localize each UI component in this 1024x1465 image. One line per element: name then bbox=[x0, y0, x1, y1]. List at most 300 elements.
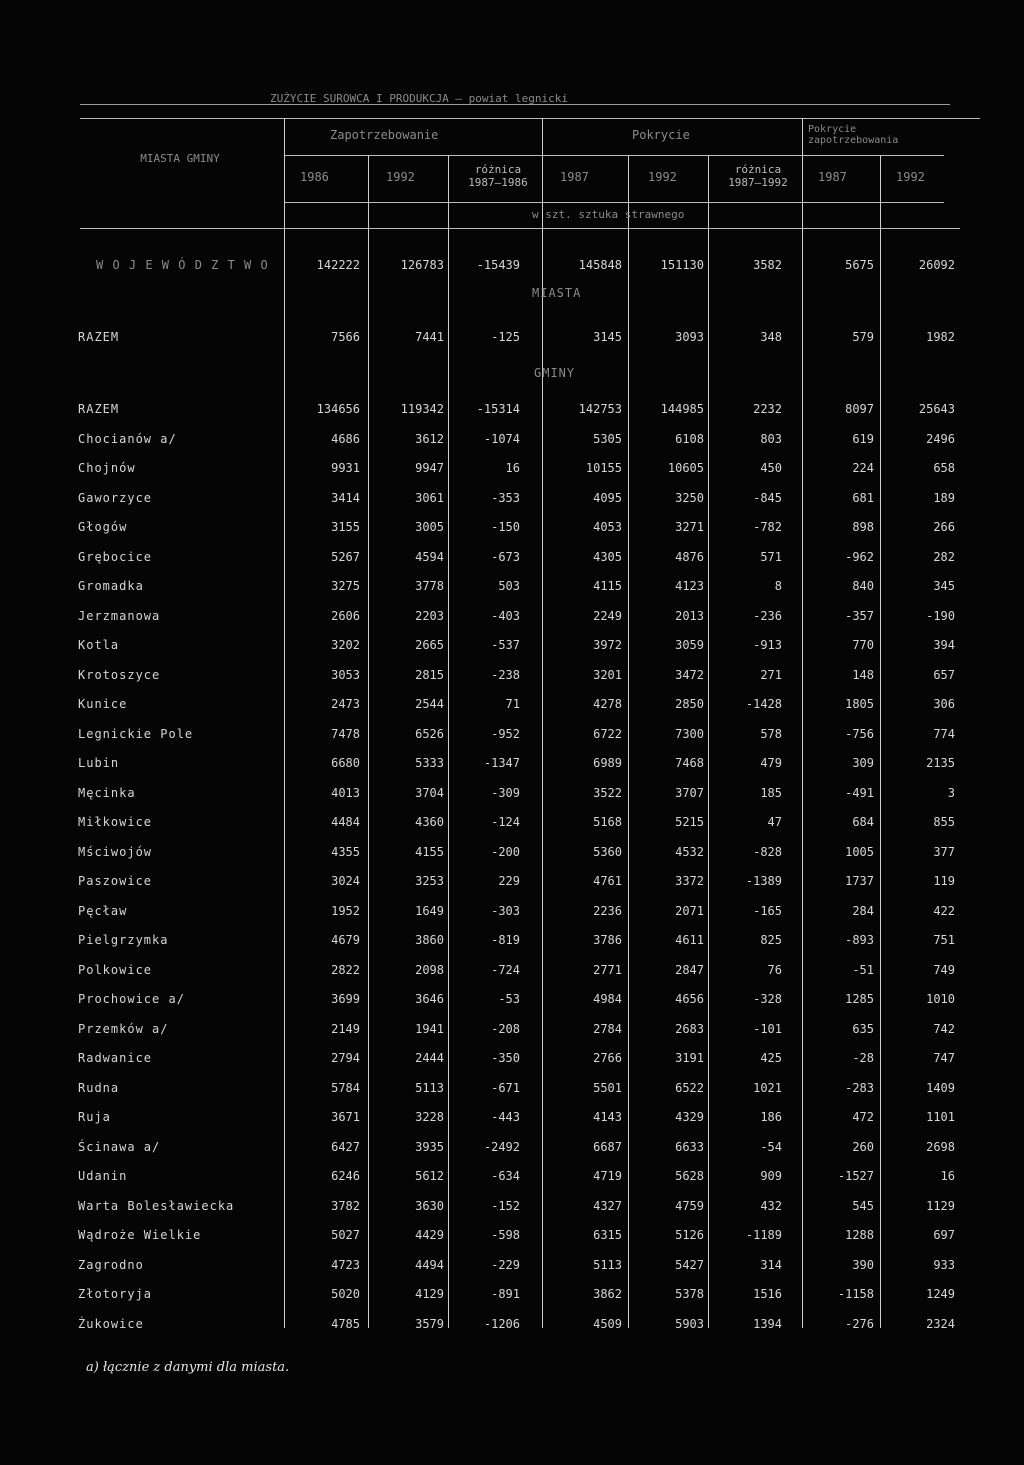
cell-col-8: 1010 bbox=[926, 992, 955, 1006]
cell-col-7: 148 bbox=[852, 667, 874, 682]
cell-col-1: 3053 bbox=[331, 667, 360, 682]
cell-col-4: 2249 bbox=[593, 608, 622, 623]
cell-col-6: 271 bbox=[760, 667, 782, 682]
cell-col-8: 1101 bbox=[926, 1110, 955, 1124]
cell-col-1: 4686 bbox=[331, 431, 360, 446]
cell-col-3: -1206 bbox=[483, 1316, 520, 1331]
cell-col-8: 855 bbox=[933, 815, 955, 829]
cell-col-1: 9931 bbox=[331, 461, 360, 475]
cell-col-5: 5126 bbox=[675, 1228, 704, 1242]
cell-col-6: 578 bbox=[760, 726, 782, 741]
cell-col-7: 1005 bbox=[845, 844, 874, 859]
year-4: 1992 bbox=[648, 170, 677, 184]
cell-col-5: 5427 bbox=[675, 1257, 704, 1272]
cell-col-7: 545 bbox=[852, 1198, 874, 1213]
cell-col-4: 3201 bbox=[593, 667, 622, 682]
cell-col-4: 3145 bbox=[593, 330, 622, 344]
header-rule-2 bbox=[284, 155, 944, 156]
cell-col-4: 4095 bbox=[593, 490, 622, 505]
cell-col-7: 472 bbox=[852, 1110, 874, 1124]
cell-col-7: -756 bbox=[845, 726, 874, 741]
cell-col-6: 186 bbox=[760, 1110, 782, 1124]
cell-col-1: 3155 bbox=[331, 520, 360, 534]
row-name: Złotoryja bbox=[78, 1287, 153, 1301]
cell-col-2: 5612 bbox=[415, 1169, 444, 1183]
cell-col-7: -893 bbox=[845, 933, 874, 947]
cell-col-2: 3704 bbox=[415, 785, 444, 800]
cell-col-6: 825 bbox=[760, 933, 782, 947]
cell-col-3: -671 bbox=[491, 1080, 520, 1095]
cell-col-5: 6633 bbox=[675, 1139, 704, 1154]
cell-col-6: 47 bbox=[767, 815, 782, 829]
cell-col-8: 742 bbox=[933, 1021, 955, 1036]
row-name: Legnickie Pole bbox=[78, 726, 194, 741]
cell-col-7: 681 bbox=[852, 490, 874, 505]
cell-col-2: 4360 bbox=[415, 815, 444, 829]
cell-col-6: 803 bbox=[760, 431, 782, 446]
cell-col-2: 2203 bbox=[415, 608, 444, 623]
footnote: a) łącznie z danymi dla miasta. bbox=[86, 1360, 290, 1375]
cell-col-6: -845 bbox=[753, 490, 782, 505]
document-title: ZUŻYCIE SUROWCA I PRODUKCJA — powiat legnicki bbox=[270, 92, 569, 105]
cell-col-3: -350 bbox=[491, 1051, 520, 1065]
cell-col-1: 3202 bbox=[331, 638, 360, 652]
row-name: Żukowice bbox=[78, 1316, 144, 1331]
cell-col-5: 5215 bbox=[675, 815, 704, 829]
cell-col-8: 1249 bbox=[926, 1287, 955, 1301]
cell-col-7: 684 bbox=[852, 815, 874, 829]
cell-col-7: 1285 bbox=[845, 992, 874, 1006]
cell-col-4: 2784 bbox=[593, 1021, 622, 1036]
cell-col-4: 6722 bbox=[593, 726, 622, 741]
cell-col-2: 2665 bbox=[415, 638, 444, 652]
cell-col-1: 7478 bbox=[331, 726, 360, 741]
cell-col-2: 7441 bbox=[415, 330, 444, 344]
row-name: Lubin bbox=[78, 756, 120, 770]
row-name: Zagrodno bbox=[78, 1257, 144, 1272]
cell-col-1: 5784 bbox=[331, 1080, 360, 1095]
cell-col-2: 2544 bbox=[415, 697, 444, 711]
cell-col-4: 4984 bbox=[593, 992, 622, 1006]
cell-col-1: 5027 bbox=[331, 1228, 360, 1242]
cell-col-8: 933 bbox=[933, 1257, 955, 1272]
total-label: W O J E W Ó D Z T W O bbox=[96, 258, 269, 272]
cell-col-3: -125 bbox=[491, 330, 520, 344]
cell-col-2: 2098 bbox=[415, 962, 444, 977]
cell-col-2: 3005 bbox=[415, 520, 444, 534]
cell-col-7: -962 bbox=[845, 549, 874, 564]
row-name: Gromadka bbox=[78, 579, 144, 593]
col-rule-8 bbox=[880, 155, 881, 1328]
cell-col-1: 6427 bbox=[331, 1139, 360, 1154]
cell-col-8: 16 bbox=[940, 1169, 955, 1183]
cell-col-8: 749 bbox=[933, 962, 955, 977]
cell-col-4: 3862 bbox=[593, 1287, 622, 1301]
cell-col-4: 4761 bbox=[593, 874, 622, 888]
cell-col-4: 2236 bbox=[593, 903, 622, 918]
cell-col-3: -673 bbox=[491, 549, 520, 564]
cell-col-4: 3972 bbox=[593, 638, 622, 652]
cell-col-3: -819 bbox=[491, 933, 520, 947]
cell-col-4: 6989 bbox=[593, 756, 622, 770]
cell-col-4: 6315 bbox=[593, 1228, 622, 1242]
cell-col-5: 7300 bbox=[675, 726, 704, 741]
cell-col-8: 3 bbox=[947, 785, 955, 800]
cell-col-7: 260 bbox=[852, 1139, 874, 1154]
cell-col-6: 1394 bbox=[753, 1316, 782, 1331]
cell-col-5: 2683 bbox=[675, 1021, 704, 1036]
cell-col-6: 425 bbox=[760, 1051, 782, 1065]
cell-col-5: 3472 bbox=[675, 667, 704, 682]
section-gminy-title: GMINY bbox=[534, 366, 576, 380]
cell-col-1: 1952 bbox=[331, 903, 360, 918]
cell-col-3: -1074 bbox=[483, 431, 520, 446]
cell-col-4: 4143 bbox=[593, 1110, 622, 1124]
cell-col-2: 4129 bbox=[415, 1287, 444, 1301]
cell-col-2: 5333 bbox=[415, 756, 444, 770]
cell-col-7: 1737 bbox=[845, 874, 874, 888]
cell-col-5: 2071 bbox=[675, 903, 704, 918]
cell-col-1: 4679 bbox=[331, 933, 360, 947]
cell-col-5: 2013 bbox=[675, 608, 704, 623]
cell-col-4: 6687 bbox=[593, 1139, 622, 1154]
total-cell-col-8: 26092 bbox=[918, 258, 955, 272]
row-name: Grębocice bbox=[78, 549, 153, 564]
header-rule-4 bbox=[80, 228, 960, 229]
cell-col-1: 3671 bbox=[331, 1110, 360, 1124]
cell-col-3: -353 bbox=[491, 490, 520, 505]
cell-col-6: 76 bbox=[767, 962, 782, 977]
cell-col-5: 3059 bbox=[675, 638, 704, 652]
cell-col-3: -200 bbox=[491, 844, 520, 859]
row-name: Pęcław bbox=[78, 903, 128, 918]
cell-col-5: 3250 bbox=[675, 490, 704, 505]
cell-col-1: 7566 bbox=[331, 330, 360, 344]
cell-col-5: 2847 bbox=[675, 962, 704, 977]
cell-col-5: 4759 bbox=[675, 1198, 704, 1213]
cell-col-5: 3093 bbox=[675, 330, 704, 344]
cell-col-6: 348 bbox=[760, 330, 782, 344]
cell-col-1: 5020 bbox=[331, 1287, 360, 1301]
diff-1: różnica 1987–1986 bbox=[468, 163, 528, 189]
cell-col-5: 3271 bbox=[675, 520, 704, 534]
cell-col-8: 2135 bbox=[926, 756, 955, 770]
col-rule-5 bbox=[628, 155, 629, 1328]
cell-col-3: -53 bbox=[498, 992, 520, 1006]
cell-col-6: 185 bbox=[760, 785, 782, 800]
cell-col-3: -403 bbox=[491, 608, 520, 623]
cell-col-4: 5360 bbox=[593, 844, 622, 859]
year-2: 1992 bbox=[386, 170, 415, 184]
group-header-1: Zapotrzebowanie bbox=[330, 128, 439, 142]
cell-col-6: 479 bbox=[760, 756, 782, 770]
row-name: Krotoszyce bbox=[78, 667, 161, 682]
cell-col-6: 2232 bbox=[753, 402, 782, 416]
cell-col-1: 4355 bbox=[331, 844, 360, 859]
cell-col-8: 306 bbox=[933, 697, 955, 711]
cell-col-3: -15314 bbox=[476, 402, 520, 416]
group-header-3: Pokrycie zapotrzebowania bbox=[808, 124, 899, 146]
cell-col-3: -2492 bbox=[483, 1139, 520, 1154]
cell-col-8: 1409 bbox=[926, 1080, 955, 1095]
cell-col-5: 6108 bbox=[675, 431, 704, 446]
cell-col-6: -1389 bbox=[745, 874, 782, 888]
cell-col-8: 266 bbox=[933, 520, 955, 534]
cell-col-1: 4785 bbox=[331, 1316, 360, 1331]
year-3: 1987 bbox=[560, 170, 589, 184]
row-name: Paszowice bbox=[78, 874, 153, 888]
cell-col-6: 571 bbox=[760, 549, 782, 564]
cell-col-3: 16 bbox=[505, 461, 520, 475]
cell-col-6: -328 bbox=[753, 992, 782, 1006]
cell-col-7: 619 bbox=[852, 431, 874, 446]
cell-col-1: 2149 bbox=[331, 1021, 360, 1036]
cell-col-3: -1347 bbox=[483, 756, 520, 770]
cell-col-2: 4594 bbox=[415, 549, 444, 564]
cell-col-5: 10605 bbox=[667, 461, 704, 475]
cell-col-8: 747 bbox=[933, 1051, 955, 1065]
cell-col-3: -443 bbox=[491, 1110, 520, 1124]
cell-col-6: -101 bbox=[753, 1021, 782, 1036]
cell-col-2: 3579 bbox=[415, 1316, 444, 1331]
row-name: Mściwojów bbox=[78, 844, 153, 859]
cell-col-7: 770 bbox=[852, 638, 874, 652]
cell-col-3: -537 bbox=[491, 638, 520, 652]
total-cell-col-7: 5675 bbox=[845, 258, 874, 272]
cell-col-2: 4155 bbox=[415, 844, 444, 859]
cell-col-6: -236 bbox=[753, 608, 782, 623]
cell-col-5: 5903 bbox=[675, 1316, 704, 1331]
cell-col-8: 25643 bbox=[918, 402, 955, 416]
cell-col-4: 4115 bbox=[593, 579, 622, 593]
cell-col-8: 119 bbox=[933, 874, 955, 888]
cell-col-5: 5628 bbox=[675, 1169, 704, 1183]
row-name: Ruja bbox=[78, 1110, 111, 1124]
cell-col-4: 5305 bbox=[593, 431, 622, 446]
row-name: Męcinka bbox=[78, 785, 136, 800]
cell-col-6: -913 bbox=[753, 638, 782, 652]
cell-col-4: 5501 bbox=[593, 1080, 622, 1095]
cell-col-3: -150 bbox=[491, 520, 520, 534]
cell-col-6: 314 bbox=[760, 1257, 782, 1272]
cell-col-2: 3778 bbox=[415, 579, 444, 593]
header-rule-1 bbox=[80, 118, 980, 119]
cell-col-8: 2698 bbox=[926, 1139, 955, 1154]
cell-col-2: 3860 bbox=[415, 933, 444, 947]
cell-col-8: 2324 bbox=[926, 1316, 955, 1331]
diff-2: różnica 1987–1992 bbox=[728, 163, 788, 189]
cell-col-8: 2496 bbox=[926, 431, 955, 446]
cell-col-7: 309 bbox=[852, 756, 874, 770]
cell-col-2: 3935 bbox=[415, 1139, 444, 1154]
cell-col-7: -1527 bbox=[837, 1169, 874, 1183]
cell-col-7: 1288 bbox=[845, 1228, 874, 1242]
cell-col-3: -952 bbox=[491, 726, 520, 741]
row-name: Kotla bbox=[78, 638, 120, 652]
header-rule-3 bbox=[284, 202, 944, 203]
cell-col-7: -51 bbox=[852, 962, 874, 977]
cell-col-4: 4278 bbox=[593, 697, 622, 711]
cell-col-6: 1021 bbox=[753, 1080, 782, 1095]
cell-col-1: 3414 bbox=[331, 490, 360, 505]
cell-col-5: 4876 bbox=[675, 549, 704, 564]
cell-col-6: -54 bbox=[760, 1139, 782, 1154]
cell-col-5: 4123 bbox=[675, 579, 704, 593]
cell-col-8: 282 bbox=[933, 549, 955, 564]
cell-col-5: 6522 bbox=[675, 1080, 704, 1095]
row-name: Warta Bolesławiecka bbox=[78, 1198, 235, 1213]
cell-col-5: 4329 bbox=[675, 1110, 704, 1124]
year-6: 1992 bbox=[896, 170, 925, 184]
row-name: Miłkowice bbox=[78, 815, 153, 829]
cell-col-2: 2444 bbox=[415, 1051, 444, 1065]
cell-col-8: 189 bbox=[933, 490, 955, 505]
cell-col-4: 142753 bbox=[578, 402, 622, 416]
row-name: Polkowice bbox=[78, 962, 153, 977]
cell-col-3: -598 bbox=[491, 1228, 520, 1242]
cell-col-1: 3699 bbox=[331, 992, 360, 1006]
row-name: Rudna bbox=[78, 1080, 120, 1095]
year-5: 1987 bbox=[818, 170, 847, 184]
cell-col-8: 657 bbox=[933, 667, 955, 682]
cell-col-8: 697 bbox=[933, 1228, 955, 1242]
cell-col-7: -283 bbox=[845, 1080, 874, 1095]
cell-col-6: -1189 bbox=[745, 1228, 782, 1242]
cell-col-5: 7468 bbox=[675, 756, 704, 770]
cell-col-7: -276 bbox=[845, 1316, 874, 1331]
col-rule-1 bbox=[284, 118, 285, 1328]
cell-col-8: 377 bbox=[933, 844, 955, 859]
cell-col-7: 8097 bbox=[845, 402, 874, 416]
cell-col-6: -165 bbox=[753, 903, 782, 918]
cell-col-4: 5113 bbox=[593, 1257, 622, 1272]
cell-col-2: 9947 bbox=[415, 461, 444, 475]
cell-col-4: 3786 bbox=[593, 933, 622, 947]
year-1: 1986 bbox=[300, 170, 329, 184]
cell-col-8: 751 bbox=[933, 933, 955, 947]
cell-col-6: -828 bbox=[753, 844, 782, 859]
cell-col-5: 5378 bbox=[675, 1287, 704, 1301]
cell-col-3: -152 bbox=[491, 1198, 520, 1213]
cell-col-6: 450 bbox=[760, 461, 782, 475]
cell-col-3: -303 bbox=[491, 903, 520, 918]
cell-col-6: 432 bbox=[760, 1198, 782, 1213]
row-name: Chojnów bbox=[78, 461, 136, 475]
cell-col-2: 6526 bbox=[415, 726, 444, 741]
cell-col-2: 4429 bbox=[415, 1228, 444, 1242]
total-cell-col-1: 142222 bbox=[316, 258, 360, 272]
cell-col-1: 2794 bbox=[331, 1051, 360, 1065]
cell-col-2: 119342 bbox=[400, 402, 444, 416]
cell-col-2: 3061 bbox=[415, 490, 444, 505]
cell-col-8: 1129 bbox=[926, 1198, 955, 1213]
row-name: RAZEM bbox=[78, 402, 120, 416]
cell-col-2: 3630 bbox=[415, 1198, 444, 1213]
cell-col-8: -190 bbox=[926, 608, 955, 623]
row-name: RAZEM bbox=[78, 330, 120, 344]
cell-col-1: 6680 bbox=[331, 756, 360, 770]
cell-col-4: 2766 bbox=[593, 1051, 622, 1065]
cell-col-5: 3191 bbox=[675, 1051, 704, 1065]
row-name: Radwanice bbox=[78, 1051, 153, 1065]
cell-col-1: 2473 bbox=[331, 697, 360, 711]
cell-col-1: 5267 bbox=[331, 549, 360, 564]
cell-col-7: 898 bbox=[852, 520, 874, 534]
cell-col-4: 4509 bbox=[593, 1316, 622, 1331]
cell-col-3: -891 bbox=[491, 1287, 520, 1301]
cell-col-2: 3646 bbox=[415, 992, 444, 1006]
row-name: Głogów bbox=[78, 520, 128, 534]
cell-col-1: 4723 bbox=[331, 1257, 360, 1272]
cell-col-7: 635 bbox=[852, 1021, 874, 1036]
row-name: Wądroże Wielkie bbox=[78, 1228, 202, 1242]
cell-col-6: -782 bbox=[753, 520, 782, 534]
cell-col-1: 4484 bbox=[331, 815, 360, 829]
cell-col-2: 3612 bbox=[415, 431, 444, 446]
cell-col-3: 503 bbox=[498, 579, 520, 593]
cell-col-6: 1516 bbox=[753, 1287, 782, 1301]
cell-col-7: 840 bbox=[852, 579, 874, 593]
cell-col-1: 4013 bbox=[331, 785, 360, 800]
cell-col-7: -357 bbox=[845, 608, 874, 623]
row-name: Jerzmanowa bbox=[78, 608, 161, 623]
cell-col-8: 1982 bbox=[926, 330, 955, 344]
cell-col-6: 909 bbox=[760, 1169, 782, 1183]
cell-col-2: 1649 bbox=[415, 903, 444, 918]
cell-col-4: 4719 bbox=[593, 1169, 622, 1183]
cell-col-4: 10155 bbox=[585, 461, 622, 475]
cell-col-2: 4494 bbox=[415, 1257, 444, 1272]
cell-col-1: 2606 bbox=[331, 608, 360, 623]
cell-col-3: -309 bbox=[491, 785, 520, 800]
cell-col-7: 1805 bbox=[845, 697, 874, 711]
row-name: Ścinawa a/ bbox=[78, 1139, 161, 1154]
total-cell-col-3: -15439 bbox=[476, 258, 520, 272]
row-name: Przemków a/ bbox=[78, 1021, 169, 1036]
total-cell-col-5: 151130 bbox=[660, 258, 704, 272]
cell-col-7: 284 bbox=[852, 903, 874, 918]
cell-col-7: 390 bbox=[852, 1257, 874, 1272]
cell-col-8: 345 bbox=[933, 579, 955, 593]
cell-col-4: 3522 bbox=[593, 785, 622, 800]
cell-col-4: 4305 bbox=[593, 549, 622, 564]
cell-col-3: -208 bbox=[491, 1021, 520, 1036]
cell-col-4: 2771 bbox=[593, 962, 622, 977]
cell-col-1: 3782 bbox=[331, 1198, 360, 1213]
cell-col-3: -124 bbox=[491, 815, 520, 829]
cell-col-8: 658 bbox=[933, 461, 955, 475]
total-cell-col-2: 126783 bbox=[400, 258, 444, 272]
cell-col-5: 3707 bbox=[675, 785, 704, 800]
cell-col-1: 3275 bbox=[331, 579, 360, 593]
cell-col-5: 4656 bbox=[675, 992, 704, 1006]
cell-col-7: -1158 bbox=[837, 1287, 874, 1301]
cell-col-4: 4327 bbox=[593, 1198, 622, 1213]
cell-col-1: 134656 bbox=[316, 402, 360, 416]
col-rule-2 bbox=[368, 155, 369, 1328]
cell-col-5: 144985 bbox=[660, 402, 704, 416]
total-cell-col-4: 145848 bbox=[578, 258, 622, 272]
cell-col-1: 2822 bbox=[331, 962, 360, 977]
cell-col-8: 774 bbox=[933, 726, 955, 741]
cell-col-5: 3372 bbox=[675, 874, 704, 888]
cell-col-8: 394 bbox=[933, 638, 955, 652]
cell-col-3: -724 bbox=[491, 962, 520, 977]
cell-col-3: 229 bbox=[498, 874, 520, 888]
cell-col-5: 4611 bbox=[675, 933, 704, 947]
row-name: Gaworzyce bbox=[78, 490, 153, 505]
cell-col-7: -491 bbox=[845, 785, 874, 800]
